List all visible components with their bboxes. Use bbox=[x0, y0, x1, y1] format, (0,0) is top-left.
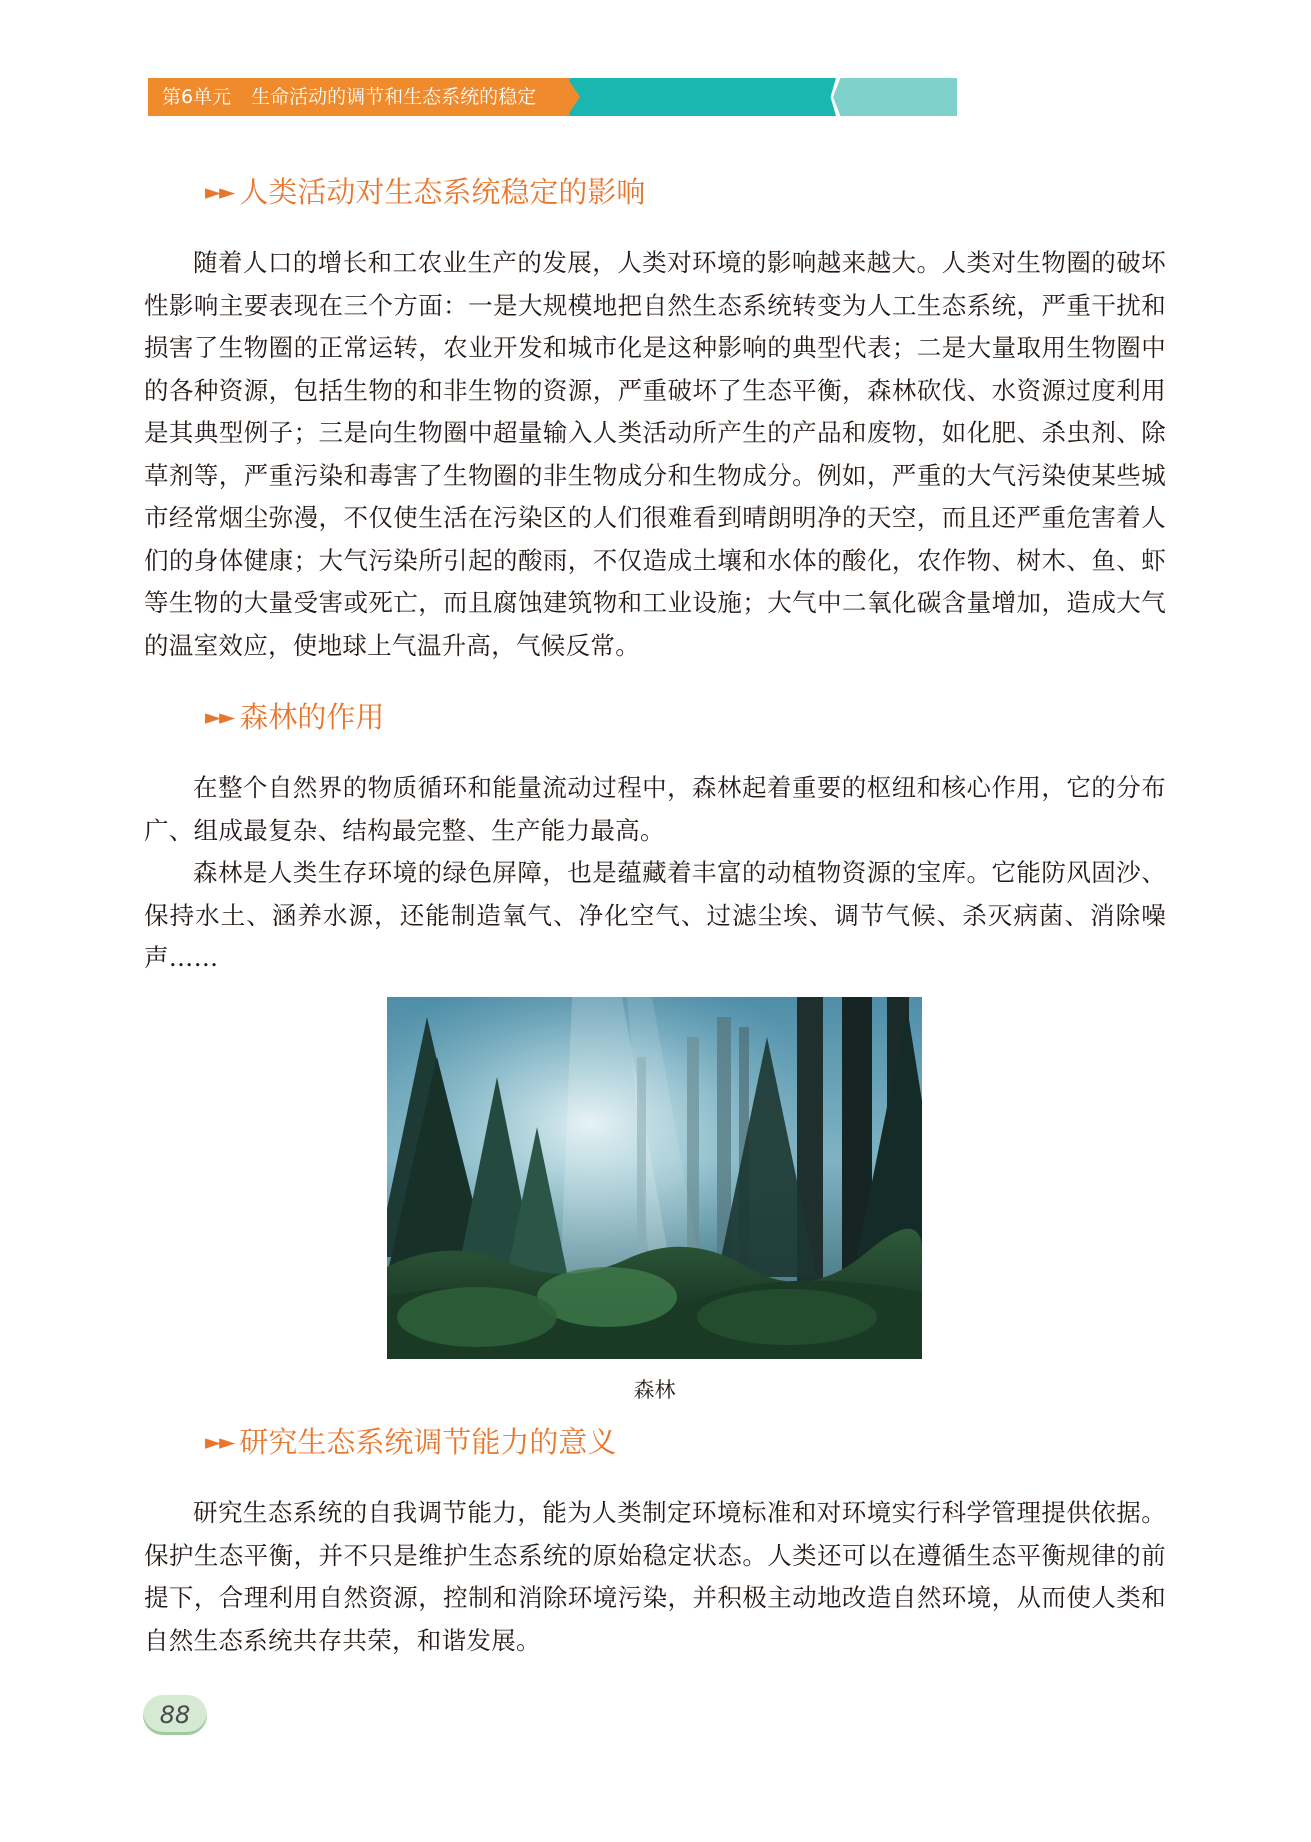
section-heading-text: 人类活动对生态系统稳定的影响 bbox=[239, 175, 646, 209]
double-arrow-icon: ►► bbox=[205, 1430, 234, 1454]
paragraph-research-significance: 研究生态系统的自我调节能力，能为人类制定环境标准和对环境实行科学管理提供依据。保护生态平衡，并不只是维护生态系统的原始稳定状态。人类还可以在遵循生态平衡规律的前提下，合理利用自然资源，控制和消除环境污染，并积极主动地改造自然环境，从而使人类和自然生态系统共存共荣，和谐发展。 bbox=[144, 1498, 1166, 1655]
section-heading-text: 研究生态系统调节能力的意义 bbox=[239, 1425, 617, 1459]
section-heading-text: 森林的作用 bbox=[239, 700, 385, 734]
double-arrow-icon: ►► bbox=[205, 180, 234, 204]
paragraph-forest-role-1: 在整个自然界的物质循环和能量流动过程中，森林起着重要的枢纽和核心作用，它的分布广、组成最复杂、结构最完整、生产能力最高。 bbox=[144, 773, 1166, 845]
banner-light-teal-segment bbox=[833, 78, 957, 116]
section-heading-human-impact bbox=[205, 170, 645, 211]
section-heading-forest-role bbox=[205, 695, 384, 736]
page-number: 88 bbox=[143, 1695, 207, 1735]
forest-photo bbox=[387, 997, 922, 1359]
chapter-title: 生命活动的调节和生态系统的稳定 bbox=[251, 86, 537, 108]
paragraph-human-impact: 随着人口的增长和工农业生产的发展，人类对环境的影响越来越大。人类对生物圈的破坏性影响主要表现在三个方面：一是大规模地把自然生态系统转变为人工生态系统，严重干扰和损害了生物圈的正常运转，农业开发和城市化是这种影响的典型代表；二是大量取用生物圈中的各种资源，包括生物的和非生物的资源，严重破坏了生态平衡，森林砍伐、水资源过度利用是其典型例子；三是向生物圈中超量输入人类活动所产生的产品和废物，如化肥、杀虫剂、除草剂等，严重污染和毒害了生物圈的非生物成分和生物成分。例如，严重的大气污染使某些城市经常烟尘弥漫，不仅使生活在污染区的人们很难看到晴朗明净的天空，而且还严重危害着人们的身体健康；大气污染所引起的酸雨，不仅造成土壤和水体的酸化，农作物、树木、鱼、虾等生物的大量受害或死亡，而且腐蚀建筑物和工业设施；大气中二氧化碳含量增加，造成大气的温室效应，使地球上气温升高，气候反常。 bbox=[144, 248, 1166, 660]
banner-text bbox=[162, 78, 536, 116]
paragraph-forest-role-2: 森林是人类生存环境的绿色屏障，也是蕴藏着丰富的动植物资源的宝库。它能防风固沙、保持水土、涵养水源，还能制造氧气、净化空气、过滤尘埃、调节气候、杀灭病菌、消除噪声…… bbox=[144, 858, 1166, 972]
chapter-banner bbox=[148, 78, 807, 116]
forest-photo-illustration bbox=[387, 997, 922, 1359]
double-arrow-icon: ►► bbox=[205, 705, 234, 729]
figure-caption: 森林 bbox=[633, 1378, 676, 1402]
unit-label: 第6单元 bbox=[162, 86, 232, 108]
banner-teal-segment bbox=[562, 78, 836, 116]
section-heading-research-significance bbox=[205, 1420, 616, 1461]
